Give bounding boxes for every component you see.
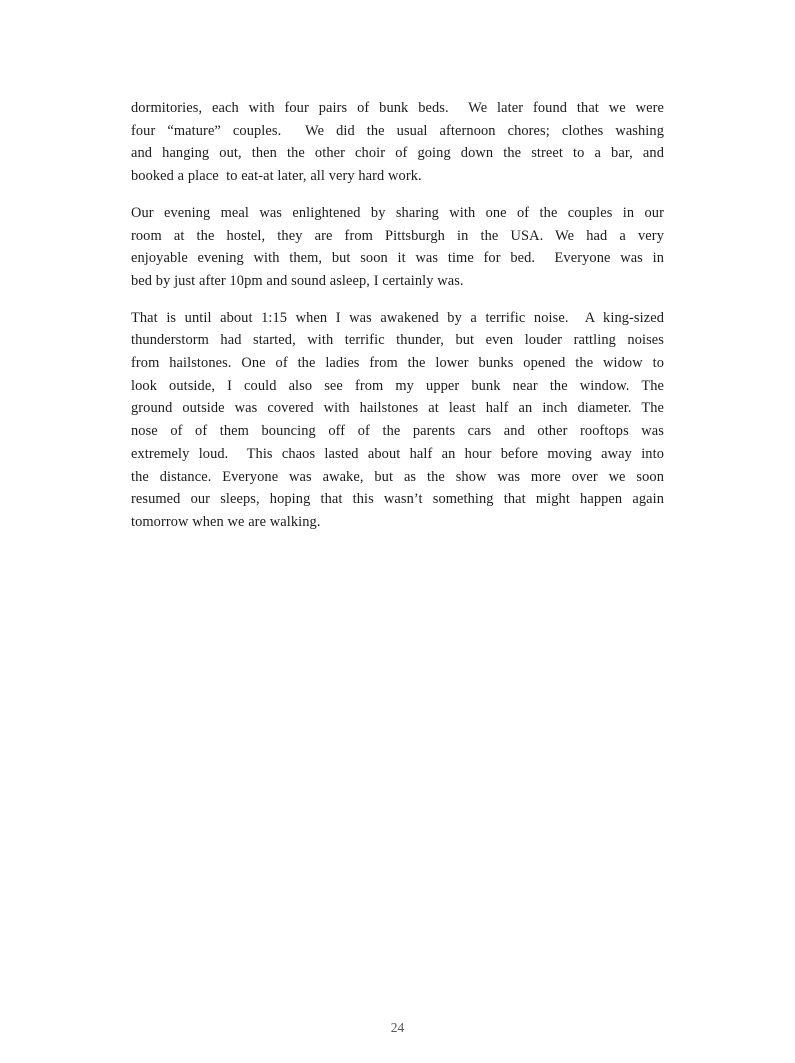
text-line: booked a place to eat-at later, all very hard work. [131,168,422,185]
text-line: from hailstones. One of the ladies from the lower bunks opened the widow to [131,355,664,372]
text-line: Our evening meal was enlightened by sharing with one of the couples in our [131,204,664,221]
paragraph [131,97,664,188]
text-line: That is until about 1:15 when I was awakened by a terrific noise. A king-sized [131,309,664,326]
paragraph [131,307,664,534]
paragraph [131,202,664,293]
page-footer [131,1019,664,1037]
text-line: thunderstorm had started, with terrific thunder, but even louder rattling noises [131,332,664,349]
text-line: tomorrow when we are walking. [131,513,321,530]
text-line: dormitories, each with four pairs of bunk beds. We later found that we were [131,100,664,116]
text-line: the distance. Everyone was awake, but as the show was more over we soon [131,468,664,485]
text-line: room at the hostel, they are from Pittsburgh in the USA. We had a very [131,227,664,244]
text-line: look outside, I could also see from my upper bunk near the window. The [131,377,664,394]
page-number: 24 [390,1020,405,1035]
text-line: four “mature” couples. We did the usual afternoon chores; clothes washing [131,122,664,139]
text-line: nose of of them bouncing off of the parents cars and other rooftops was [131,423,664,440]
text-line: bed by just after 10pm and sound asleep, I certainly was. [131,272,464,289]
text-line: and hanging out, then the other choir of going down the street to a bar, and [131,145,664,162]
page-body [131,97,664,548]
text-line: enjoyable evening with them, but soon it was time for bed. Everyone was in [131,250,664,267]
text-line: resumed our sleeps, hoping that this wasn’t something that might happen again [131,491,664,508]
text-line: ground outside was covered with hailstones at least half an inch diameter. The [131,400,664,417]
text-line: extremely loud. This chaos lasted about half an hour before moving away into [131,445,664,462]
